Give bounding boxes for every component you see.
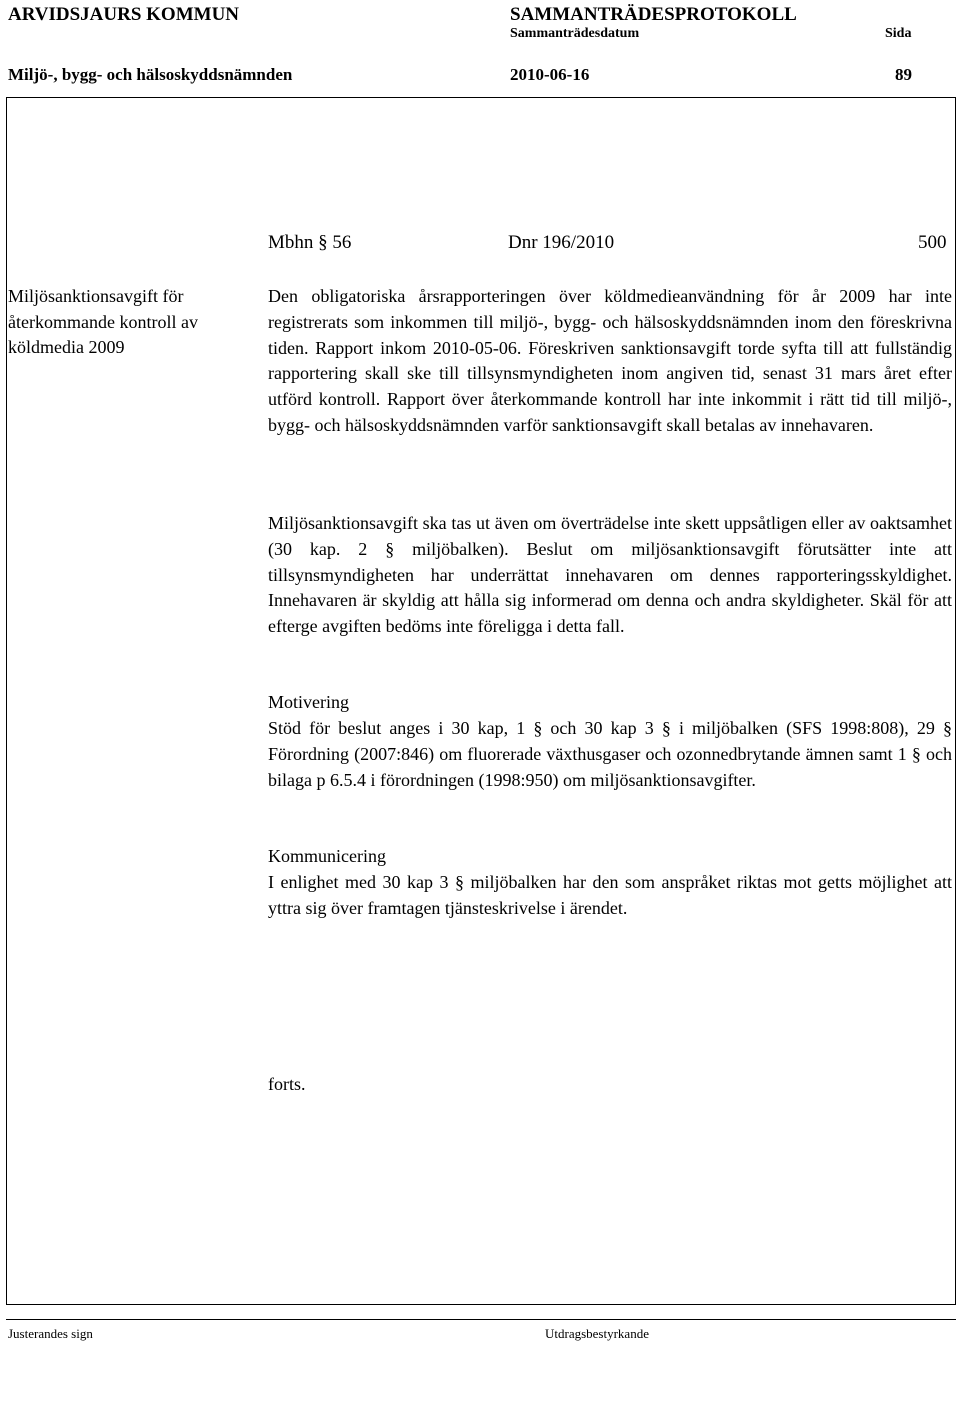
municipality-name: ARVIDSJAURS KOMMUN bbox=[8, 4, 240, 25]
case-number: Mbhn § 56 bbox=[268, 232, 352, 253]
case-subject: Miljösanktionsavgift för återkommande kontroll av köldmedia 2009 bbox=[8, 286, 198, 357]
date-label: Sammanträdesdatum bbox=[510, 26, 640, 41]
meeting-date: 2010-06-16 bbox=[510, 65, 590, 84]
motivering-heading: Motivering bbox=[268, 692, 349, 712]
kommunicering-text: I enlighet med 30 kap 3 § miljöbalken har den som anspråket riktas mot getts möjlighet att yttra sig över framtagen tjänsteskrivelse i ärendet. bbox=[268, 872, 952, 918]
case-dnr: Dnr 196/2010 bbox=[508, 232, 615, 253]
kommunicering-heading: Kommunicering bbox=[268, 846, 386, 866]
committee-name: Miljö-, bygg- och hälsoskyddsnämnden bbox=[8, 65, 293, 84]
justerandes-sign-label: Justerandes sign bbox=[8, 1326, 93, 1341]
case-code: 500 bbox=[918, 232, 947, 253]
footer-divider bbox=[6, 1319, 956, 1320]
page-label: Sida bbox=[885, 26, 912, 41]
page-number: 89 bbox=[895, 65, 912, 84]
utdragsbestyrkande-label: Utdragsbestyrkande bbox=[545, 1326, 649, 1341]
motivering-text: Stöd för beslut anges i 30 kap, 1 § och 30 kap 3 § i miljöbalken (SFS 1998:808), 29 § Förordning (2007:846) om fluorerade växthusgaser och ozonnedbrytande ämnen samt 1 § och bilaga p 6.5.4 i förordningen (1998:950) om miljösanktionsavgifter. bbox=[268, 718, 952, 790]
protocol-title: SAMMANTRÄDESPROTOKOLL bbox=[510, 4, 797, 25]
body-paragraph-1: Den obligatoriska årsrapporteringen över köldmedieanvändning för år 2009 har inte registrerats som inkommen till miljö-, bygg- och hälsoskyddsnämnden inom den föreskrivna tiden. Rapport inkom 2010-05-06. Föreskriven sanktionsavgift torde syfta till att fullständig rapportering skall ske till tillsynsmyndigheten inom angiven tid, senast 31 mars året efter utförd kontroll. Rapport över återkommande kontroll har inte inkommit i rätt tid till miljö-, bygg- och hälsoskyddsnämnden varför sanktionsavgift skall betalas av innehavaren. bbox=[268, 286, 952, 435]
body-paragraph-2: Miljösanktionsavgift ska tas ut även om överträdelse inte skett uppsåtligen eller av oaktsamhet (30 kap. 2 § miljöbalken). Beslut om miljösanktionsavgift förutsätter inte att tillsynsmyndigheten har underrättat innehavaren om dennes rapporteringsskyldighet. Innehavaren är skyldig att hålla sig informerad om denna och andra skyldigheter. Skäl för att efterge avgiften bedöms inte föreligga i detta fall. bbox=[268, 513, 952, 637]
continued-note: forts. bbox=[268, 1074, 306, 1094]
